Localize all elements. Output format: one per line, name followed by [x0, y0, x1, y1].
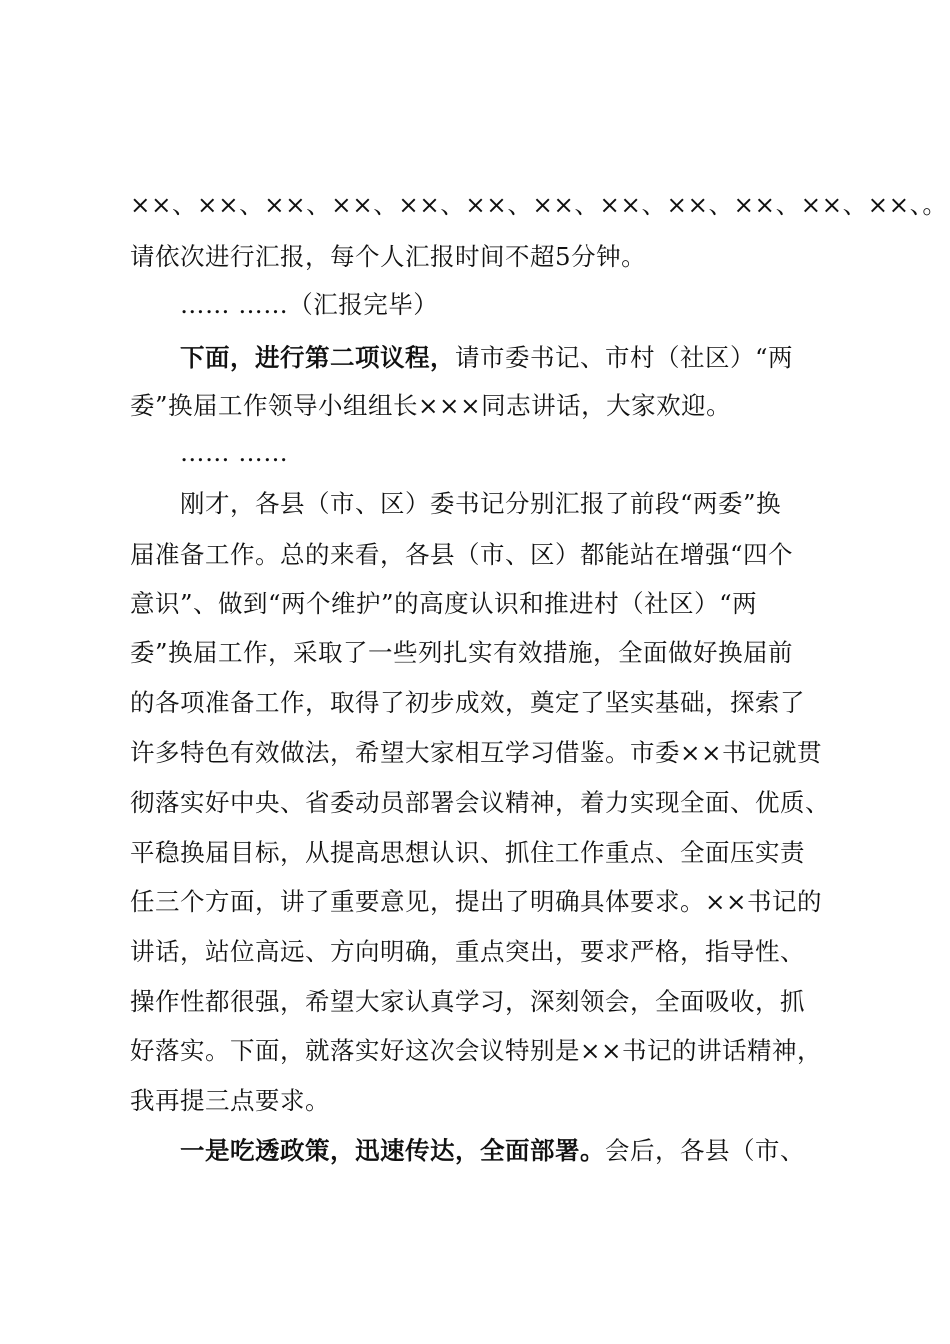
text-line — [130, 638, 793, 668]
text-segment: 的各项准备工作，取得了初步成效，奠定了坚实基础，探索了 — [130, 688, 805, 717]
bold-heading-segment: 一是吃透政策，迅速传达，全面部署。 — [180, 1136, 605, 1165]
text-segment: 请依次进行汇报，每个人汇报时间不超5分钟。 — [130, 242, 647, 271]
text-segment: 请市委书记、市村（社区）“两 — [455, 343, 794, 372]
text-line — [130, 589, 757, 619]
text-line — [130, 987, 805, 1017]
text-segment: …… ……（汇报完毕） — [180, 290, 439, 319]
bold-heading-segment: 下面，进行第二项议程， — [180, 343, 455, 372]
text-segment: 委”换届工作，采取了一些列扎实有效措施，全面做好换届前 — [130, 638, 794, 667]
text-segment: …… …… — [180, 438, 289, 467]
text-segment: 许多特色有效做法，希望大家相互学习借鉴。市委××书记就贯 — [130, 738, 823, 767]
text-segment: 讲话，站位高远、方向明确，重点突出，要求严格，指导性、 — [130, 937, 805, 966]
text-line — [130, 242, 646, 272]
text-line — [180, 438, 288, 468]
text-line — [180, 1136, 805, 1166]
text-line — [130, 937, 805, 967]
text-line — [130, 190, 947, 220]
text-line — [130, 391, 731, 421]
text-line — [130, 1086, 330, 1116]
text-line — [180, 290, 438, 320]
text-line — [180, 489, 781, 519]
text-line — [130, 788, 830, 818]
text-line — [130, 887, 822, 917]
text-segment: 平稳换届目标，从提高思想认识、抓住工作重点、全面压实责 — [130, 838, 805, 867]
text-line — [180, 343, 793, 373]
text-segment: 我再提三点要求。 — [130, 1086, 330, 1115]
text-line — [130, 688, 805, 718]
text-segment: 彻落实好中央、省委动员部署会议精神，着力实现全面、优质、 — [130, 788, 830, 817]
text-segment: 会后，各县（市、 — [605, 1136, 805, 1165]
text-segment: 操作性都很强，希望大家认真学习，深刻领会，全面吸收，抓 — [130, 987, 805, 1016]
text-segment: 意识”、做到“两个维护”的高度认识和推进村（社区）“两 — [130, 589, 758, 618]
text-segment: 委”换届工作领导小组组长×××同志讲话，大家欢迎。 — [130, 391, 732, 420]
text-segment: 任三个方面，讲了重要意见，提出了明确具体要求。××书记的 — [130, 887, 823, 916]
text-segment: 刚才，各县（市、区）委书记分别汇报了前段“两委”换 — [180, 489, 782, 518]
text-segment: 好落实。下面，就落实好这次会议特别是××书记的讲话精神， — [130, 1036, 823, 1065]
text-line — [130, 1036, 822, 1066]
text-line — [130, 738, 822, 768]
text-segment: ××、××、××、××、××、××、××、××、××、××、××、××、。 — [130, 190, 948, 219]
text-line — [130, 540, 793, 570]
text-segment: 届准备工作。总的来看，各县（市、区）都能站在增强“四个 — [130, 540, 794, 569]
text-line — [130, 838, 805, 868]
